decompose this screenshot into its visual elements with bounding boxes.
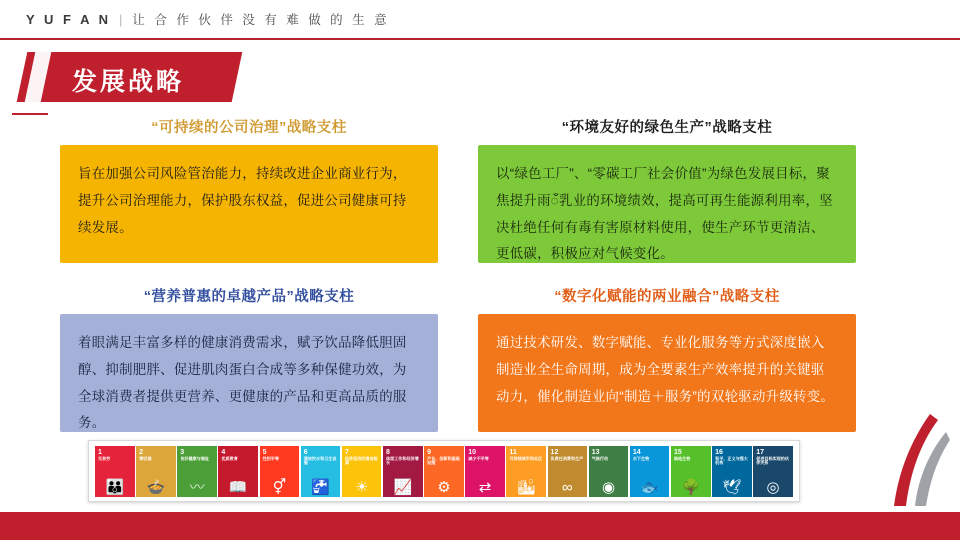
sdg-goal-4: [218, 446, 258, 497]
sdg-goal-label: 水下生物: [632, 455, 650, 461]
sdg-goal-label: 促进目标实现的伙伴关系: [756, 455, 789, 466]
sdg-goal-icon: ◎: [766, 478, 780, 496]
sdg-goal-icon: 📖: [228, 478, 248, 496]
sdg-goal-number: 14: [632, 448, 641, 456]
sdg-goal-12: [548, 446, 588, 497]
sdg-goal-number: 12: [550, 448, 559, 456]
sdg-goal-label: 产业、创新和基础设施: [427, 455, 460, 466]
sdg-goal-icon: 🏙: [516, 478, 536, 496]
sdg-goal-icon: 🌳: [681, 478, 701, 496]
sdg-goal-number: 10: [468, 448, 477, 456]
header-divider: [0, 38, 960, 40]
column-spacer: [60, 263, 438, 285]
sdg-goal-number: 15: [673, 448, 682, 456]
sdg-goal-number: 17: [756, 448, 765, 456]
sdg-goal-number: 8: [385, 448, 390, 456]
sdg-goal-icon: ⇄: [478, 478, 492, 496]
sdg-goal-16: [712, 446, 752, 497]
brand-separator: |: [119, 11, 123, 27]
sdg-goal-label: 气候行动: [591, 455, 609, 461]
page-title-block: [22, 52, 262, 104]
sdg-goal-icon: 🐟: [640, 478, 659, 496]
pillar-heading-governance: “可持续的公司治理”战略支柱: [151, 120, 347, 136]
pillar-card-nutrition: 着眼满足丰富多样的健康消费需求，赋予饮品降低胆固醇、抑制肥胖、促进肌肉蛋白合成等多种保健功效，为全球消费者提供更营养、更健康的产品和更高品质的服务。: [60, 314, 438, 432]
title-underline: [12, 113, 48, 115]
sdg-goal-number: 11: [509, 448, 517, 456]
sdg-goals-strip: [88, 440, 800, 502]
sdg-goal-label: 负责任消费和生产: [550, 455, 584, 461]
sdg-goal-15: [671, 446, 711, 497]
sdg-goal-number: 3: [180, 448, 185, 456]
sdg-goal-icon: ⚙: [437, 478, 451, 496]
sdg-goal-icon: 📈: [393, 478, 413, 496]
sdg-goal-13: [589, 446, 629, 497]
sdg-goal-label: 和平、正义与强大机构: [715, 455, 748, 466]
sdg-goal-icon: ◉: [601, 478, 616, 496]
sdg-goal-label: 优质教育: [221, 455, 238, 461]
sdg-goal-icon: ☀: [354, 478, 369, 496]
pillar-card-green-production: 以“绿色工厂”、“零碳工厂社会价值”为绿色发展目标，聚焦提升雨ँ乳业的环境绩效，提高可再生能源利用率，坚决杜绝任何有毒有害原材料使用，使生产环节更清洁、更低碳，积极应对气候变化。: [478, 145, 856, 263]
sdg-goal-label: 可持续城市和社区: [509, 455, 543, 461]
sdg-goal-number: 16: [715, 448, 723, 456]
pillar-card-governance: 旨在加强公司风险管治能力，持续改进企业商业行为，提升公司治理能力，保护股东权益，促进公司健康可持续发展。: [60, 145, 438, 263]
sdg-goal-icon: ⚥: [272, 478, 287, 496]
sdg-goal-7: [342, 446, 382, 497]
sdg-goal-label: 清洁饮水和卫生设施: [303, 455, 337, 466]
sail-logo-icon: [860, 414, 950, 514]
sdg-goal-1: [95, 446, 135, 497]
right-column: [478, 116, 856, 432]
sdg-goal-label: 体面工作和经济增长: [385, 455, 419, 466]
sdg-goal-number: 4: [221, 448, 226, 456]
sdg-goal-10: [465, 446, 505, 497]
left-column: [60, 116, 438, 432]
sdg-goal-label: 无贫穷: [98, 455, 111, 461]
sdg-goal-number: 9: [427, 448, 432, 456]
pillar-heading-nutrition: “营养普惠的卓越产品”战略支柱: [143, 289, 355, 305]
sdg-goal-17: [753, 446, 793, 497]
sdg-goal-11: [506, 446, 546, 497]
sdg-goal-number: 13: [591, 448, 600, 456]
sdg-goal-5: [260, 446, 300, 497]
sdg-goal-icon: ∞: [562, 478, 573, 496]
sdg-goal-14: [630, 446, 670, 497]
pillar-heading-green-production: “环境友好的绿色生产”战略支柱: [561, 120, 773, 136]
sdg-goal-number: 1: [98, 448, 102, 456]
pillar-card-digitalization: 通过技术研发、数字赋能、专业化服务等方式深度嵌入制造业全生命周期，成为全要素生产效率提升的关键驱动力，催化制造业向“制造＋服务”的双轮驱动升级转变。: [478, 314, 856, 432]
sdg-goal-icon: 🕊: [722, 478, 742, 496]
sdg-goal-label: 性别平等: [262, 455, 279, 461]
brand-slogan: 让 合 作 伙 伴 没 有 难 做 的 生 意: [132, 13, 390, 27]
sdg-goal-8: [383, 446, 423, 497]
sdg-goal-label: 减少不平等: [468, 455, 489, 461]
sdg-goal-number: 5: [262, 448, 267, 456]
sdg-goal-icon: 🍲: [146, 478, 166, 496]
sdg-goal-number: 2: [139, 448, 144, 456]
sdg-goal-3: [177, 446, 217, 497]
sdg-goal-icon: 👪: [105, 478, 125, 496]
sdg-goal-number: 7: [344, 448, 349, 456]
brand-name: Y U F A N: [26, 11, 112, 27]
sdg-goal-number: 6: [303, 448, 308, 456]
sdg-goal-icon: 〰: [189, 478, 205, 496]
pillar-heading-digitalization: “数字化赋能的两业融合”战略支柱: [554, 289, 780, 305]
page-title: 发展战略: [72, 68, 185, 96]
footer-band: [0, 512, 960, 540]
sdg-goal-label: 陆地生物: [673, 455, 691, 461]
sdg-goal-6: [301, 446, 341, 497]
top-brand-bar: [0, 0, 960, 38]
sdg-goal-label: 零饥饿: [139, 455, 152, 461]
sdg-goal-label: 经济适用的清洁能源: [344, 455, 378, 466]
sdg-goal-9: [424, 446, 464, 497]
sdg-goal-2: [136, 446, 176, 497]
sdg-goal-label: 良好健康与福祉: [180, 455, 209, 461]
sdg-goal-icon: 🚰: [311, 478, 330, 496]
